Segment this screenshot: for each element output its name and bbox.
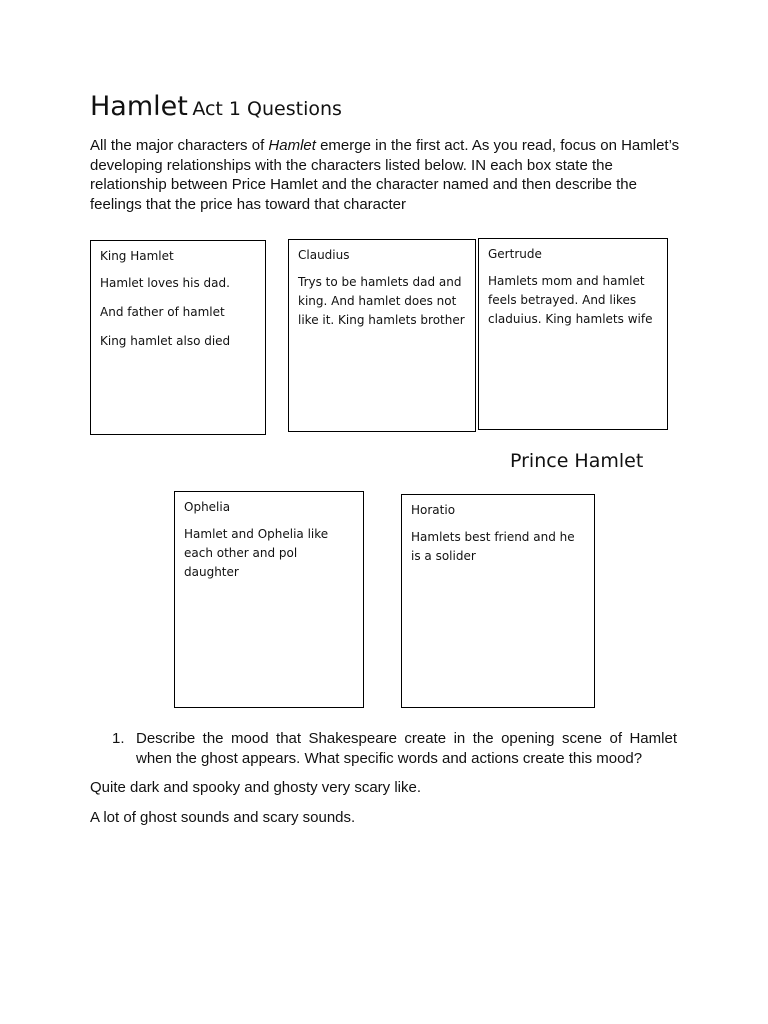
- question-number: 1.: [112, 730, 125, 747]
- box-character-name: Ophelia: [184, 500, 231, 514]
- answer-line: A lot of ghost sounds and scary sounds.: [90, 809, 356, 826]
- box-character-name: King Hamlet: [100, 249, 174, 263]
- box-ophelia: [174, 491, 364, 708]
- box-character-name: Horatio: [411, 503, 456, 517]
- box-text-line: Hamlet loves his dad.: [100, 276, 230, 290]
- box-horatio: [401, 494, 595, 708]
- box-character-name: Claudius: [298, 248, 350, 262]
- box-text: Hamlet and Ophelia like each other and pol daughter: [184, 527, 329, 579]
- page-title: [90, 91, 342, 122]
- intro-text-italic: Hamlet: [268, 137, 316, 154]
- title-main: Hamlet: [90, 91, 188, 122]
- question-item: [112, 729, 677, 768]
- center-label-prince-hamlet: Prince Hamlet: [510, 450, 644, 472]
- answer-line: Quite dark and spooky and ghosty very scary like.: [90, 779, 421, 796]
- box-character-name: Gertrude: [488, 247, 542, 261]
- intro-paragraph: [90, 136, 680, 214]
- title-subtitle: Act 1 Questions: [192, 98, 342, 120]
- intro-text-after: emerge in the first act. As you read, focus on Hamlet’s developing relationships with the characters listed below. IN each box state the relationship between Price Hamlet and the character named and then describe the feelings that the price has toward that character: [90, 137, 680, 213]
- box-text: Hamlets best friend and he is a solider: [411, 530, 575, 563]
- intro-text-before: All the major characters of: [90, 137, 269, 154]
- box-text-line: King hamlet also died: [100, 334, 231, 348]
- question-text: Describe the mood that Shakespeare create in the opening scene of Hamlet when the ghost appears. What specific words and actions create this mood?: [136, 730, 677, 767]
- box-claudius: [288, 239, 476, 432]
- box-text: Hamlets mom and hamlet feels betrayed. And likes claduius. King hamlets wife: [488, 274, 653, 326]
- box-king-hamlet: [90, 240, 266, 435]
- box-text: Trys to be hamlets dad and king. And hamlet does not like it. King hamlets brother: [298, 275, 465, 327]
- box-text-line: And father of hamlet: [100, 305, 225, 319]
- box-gertrude: [478, 238, 668, 430]
